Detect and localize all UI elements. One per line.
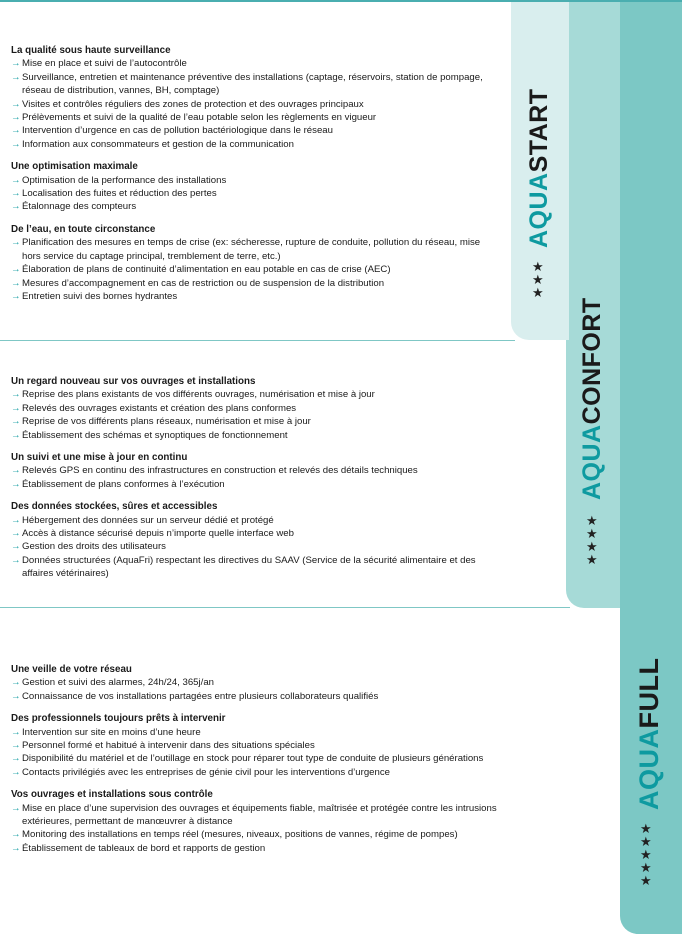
list-item — [11, 739, 501, 752]
arrow-bullet-icon: → — [11, 416, 21, 428]
aquaconfort-section — [11, 375, 501, 590]
list-item-text: Mise en place et suivi de l’autocontrôle — [22, 58, 187, 70]
list-item — [11, 402, 501, 415]
feature-group — [11, 712, 501, 779]
list-item-text: Disponibilité du matériel et de l’outillage en stock pour réparer tout type de conduite de plusieurs générations — [22, 753, 484, 765]
list-item-text: Reprise des plans existants de vos différents ouvrages, numérisation et mise à jour — [22, 389, 375, 401]
list-item — [11, 554, 501, 581]
list-item-text: Gestion et suivi des alarmes, 24h/24, 365j/an — [22, 677, 214, 689]
list-item-text: Établissement de plans conformes à l’exécution — [22, 478, 225, 490]
group-title: Vos ouvrages et installations sous contrôle — [11, 789, 213, 801]
list-item — [11, 676, 501, 689]
list-item — [11, 726, 501, 739]
group-title: Des données stockées, sûres et accessibles — [11, 501, 218, 513]
list-item-text: Mesures d’accompagnement en cas de restriction ou de suspension de la distribution — [22, 277, 385, 289]
arrow-bullet-icon: → — [11, 829, 21, 841]
star-icon: ★ — [640, 860, 652, 875]
feature-group — [11, 223, 501, 303]
feature-group — [11, 375, 501, 442]
arrow-bullet-icon: → — [11, 402, 21, 414]
arrow-bullet-icon: → — [11, 677, 21, 689]
list-item — [11, 690, 501, 703]
list-item — [11, 415, 501, 428]
feature-group — [11, 663, 501, 703]
aquafull-stars — [640, 822, 652, 887]
list-item — [11, 174, 501, 187]
list-item — [11, 514, 501, 527]
aquafull-title: AQUAFULL — [634, 657, 664, 810]
arrow-bullet-icon: → — [11, 71, 21, 83]
list-item-text: Contacts privilégiés avec les entreprises de génie civil pour les interventions d’urgence — [22, 766, 390, 778]
group-title: La qualité sous haute surveillance — [11, 45, 171, 56]
arrow-bullet-icon: → — [11, 58, 21, 70]
list-item-text: Établissement de tableaux de bord et rapports de gestion — [22, 842, 266, 854]
list-item — [11, 464, 501, 477]
aquastart-title: AQUASTART — [525, 88, 553, 248]
star-icon: ★ — [586, 539, 598, 554]
list-item-text: Monitoring des installations en temps réel (mesures, niveaux, positions de vannes, régime de pompes) — [22, 829, 458, 841]
list-item-text: Information aux consommateurs et gestion de la communication — [22, 138, 294, 150]
aquaconfort-tab — [566, 2, 620, 608]
group-title: Un suivi et une mise à jour en continu — [11, 452, 188, 464]
list-item — [11, 277, 501, 290]
list-item — [11, 71, 501, 98]
arrow-bullet-icon: → — [11, 766, 21, 778]
list-item-text: Planification des mesures en temps de crise (ex: sécheresse, rupture de conduite, pollution du réseau, mise hors service du captage principal, tremblement de terre, etc.) — [22, 237, 481, 262]
arrow-bullet-icon: → — [11, 125, 21, 137]
list-item — [11, 540, 501, 553]
arrow-bullet-icon: → — [11, 201, 21, 213]
list-item-text: Personnel formé et habitué à intervenir dans des situations spéciales — [22, 740, 315, 752]
list-item-text: Élaboration de plans de continuité d’alimentation en eau potable en cas de crise (AEC) — [22, 264, 391, 276]
list-item-text: Étalonnage des compteurs — [22, 201, 137, 213]
list-item-text: Connaissance de vos installations partagées entre plusieurs collaborateurs qualifiés — [22, 690, 379, 702]
aquaconfort-title: AQUACONFORT — [578, 297, 606, 500]
list-item — [11, 388, 501, 401]
arrow-bullet-icon: → — [11, 740, 21, 752]
list-item — [11, 124, 501, 137]
list-item-text: Surveillance, entretien et maintenance préventive des installations (captage, réservoirs, station de pompage, réseau de distribution, vannes, BH, comptage) — [22, 71, 483, 97]
list-item-text: Relevés GPS en continu des infrastructures en construction et relevés des détails techniques — [22, 465, 418, 477]
list-item — [11, 138, 501, 151]
group-title: Des professionnels toujours prêts à intervenir — [11, 713, 226, 725]
list-item — [11, 98, 501, 111]
star-icon: ★ — [532, 285, 544, 300]
list-item — [11, 766, 501, 779]
feature-group — [11, 160, 501, 214]
star-icon: ★ — [640, 847, 652, 862]
list-item-text: Visites et contrôles réguliers des zones de protection et des ouvrages principaux — [22, 98, 364, 110]
arrow-bullet-icon: → — [11, 726, 21, 738]
list-item — [11, 111, 501, 124]
list-item-text: Établissement des schémas et synoptiques de fonctionnement — [22, 429, 288, 441]
arrow-bullet-icon: → — [11, 277, 21, 289]
section-divider — [0, 340, 515, 341]
star-icon: ★ — [532, 272, 544, 287]
arrow-bullet-icon: → — [11, 174, 21, 186]
list-item-text: Optimisation de la performance des installations — [22, 174, 227, 186]
list-item — [11, 429, 501, 442]
list-item-text: Données structurées (AquaFri) respectant les directives du SAAV (Service de la sécurité alimentaire et des affaires vétérinaires) — [22, 554, 476, 580]
feature-group — [11, 44, 501, 151]
list-item — [11, 478, 501, 491]
group-title: Une veille de votre réseau — [11, 664, 132, 675]
list-item — [11, 842, 501, 855]
feature-group — [11, 451, 501, 491]
arrow-bullet-icon: → — [11, 554, 21, 566]
list-item-text: Gestion des droits des utilisateurs — [22, 541, 166, 553]
arrow-bullet-icon: → — [11, 237, 21, 249]
arrow-bullet-icon: → — [11, 98, 21, 110]
list-item-text: Reprise de vos différents plans réseaux, numérisation et mise à jour — [22, 416, 311, 428]
star-icon: ★ — [586, 513, 598, 528]
list-item — [11, 57, 501, 70]
list-item-text: Prélèvements et suivi de la qualité de l’eau potable selon les règlements en vigueur — [22, 112, 377, 124]
list-item — [11, 236, 501, 263]
aquaconfort-stars — [586, 514, 598, 566]
arrow-bullet-icon: → — [11, 112, 21, 124]
list-item-text: Intervention d’urgence en cas de pollution bactériologique dans le réseau — [22, 125, 333, 137]
arrow-bullet-icon: → — [11, 389, 21, 401]
arrow-bullet-icon: → — [11, 753, 21, 765]
list-item-text: Relevés des ouvrages existants et création des plans conformes — [22, 402, 297, 414]
arrow-bullet-icon: → — [11, 188, 21, 200]
arrow-bullet-icon: → — [11, 264, 21, 276]
arrow-bullet-icon: → — [11, 290, 21, 302]
list-item — [11, 263, 501, 276]
group-title: Une optimisation maximale — [11, 161, 138, 173]
arrow-bullet-icon: → — [11, 690, 21, 702]
group-title: De l’eau, en toute circonstance — [11, 223, 156, 235]
star-icon: ★ — [640, 834, 652, 849]
group-title: Un regard nouveau sur vos ouvrages et installations — [11, 376, 256, 387]
list-item — [11, 828, 501, 841]
aquafull-section — [11, 663, 501, 864]
arrow-bullet-icon: → — [11, 842, 21, 854]
arrow-bullet-icon: → — [11, 541, 21, 553]
section-divider — [0, 607, 570, 608]
list-item — [11, 200, 501, 213]
aquafull-tab — [620, 2, 682, 934]
list-item — [11, 802, 501, 829]
aquastart-stars — [532, 260, 544, 299]
list-item — [11, 527, 501, 540]
aquastart-section — [11, 44, 501, 312]
list-item — [11, 752, 501, 765]
arrow-bullet-icon: → — [11, 514, 21, 526]
star-icon: ★ — [586, 552, 598, 567]
list-item-text: Localisation des fuites et réduction des pertes — [22, 188, 217, 200]
list-item-text: Mise en place d’une supervision des ouvrages et équipements fiable, maîtrisée et protégée contre les intrusions extérieures, permettant de manœuvrer à distance — [22, 802, 497, 828]
feature-group — [11, 788, 501, 855]
list-item-text: Entretien suivi des bornes hydrantes — [22, 290, 178, 302]
list-item — [11, 187, 501, 200]
arrow-bullet-icon: → — [11, 465, 21, 477]
arrow-bullet-icon: → — [11, 478, 21, 490]
list-item-text: Intervention sur site en moins d’une heure — [22, 726, 201, 738]
aquastart-tab — [511, 2, 569, 340]
list-item-text: Hébergement des données sur un serveur dédié et protégé — [22, 514, 274, 526]
list-item — [11, 290, 501, 303]
arrow-bullet-icon: → — [11, 802, 21, 814]
arrow-bullet-icon: → — [11, 429, 21, 441]
feature-group — [11, 500, 501, 580]
star-icon: ★ — [586, 526, 598, 541]
star-icon: ★ — [532, 259, 544, 274]
star-icon: ★ — [640, 873, 652, 888]
arrow-bullet-icon: → — [11, 528, 21, 540]
list-item-text: Accès à distance sécurisé depuis n’importe quelle interface web — [22, 528, 294, 540]
star-icon: ★ — [640, 821, 652, 836]
arrow-bullet-icon: → — [11, 138, 21, 150]
